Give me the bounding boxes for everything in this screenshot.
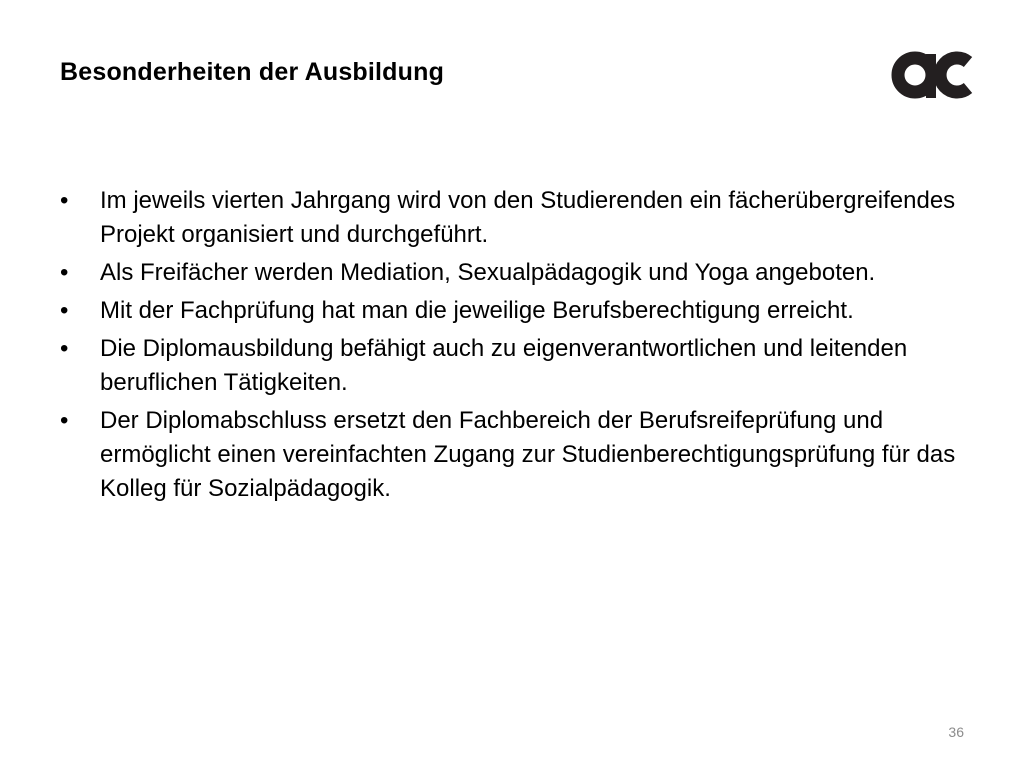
- bullet-list: [60, 184, 960, 510]
- bullet-item: [60, 332, 960, 400]
- bullet-item: [60, 404, 960, 506]
- bullet-text: Die Diplomausbildung befähigt auch zu eigenverantwortlichen und leitenden beruflichen Tätigkeiten.: [100, 335, 908, 396]
- bullet-item: [60, 294, 960, 328]
- bullet-item: [60, 256, 960, 290]
- bullet-item: [60, 184, 960, 252]
- bullet-text: Der Diplomabschluss ersetzt den Fachbereich der Berufsreifeprüfung und ermöglicht einen vereinfachten Zugang zur Studienberechtigungsprüfung für das Kolleg für Sozialpädagogik.: [100, 407, 956, 502]
- slide-title: Besonderheiten der Ausbildung: [60, 58, 445, 86]
- page-number: 36: [948, 724, 964, 740]
- bullet-text: Mit der Fachprüfung hat man die jeweilige Berufsberechtigung erreicht.: [100, 297, 854, 324]
- bullet-text: Als Freifächer werden Mediation, Sexualpädagogik und Yoga angeboten.: [100, 259, 876, 286]
- bullet-marker: •: [60, 259, 69, 286]
- bullet-marker: •: [60, 335, 69, 362]
- ac-logo: [890, 44, 974, 102]
- bullet-marker: •: [60, 407, 69, 434]
- bullet-marker: •: [60, 297, 69, 324]
- bullet-text: Im jeweils vierten Jahrgang wird von den Studierenden ein fächerübergreifendes Projekt organisiert und durchgeführt.: [100, 187, 956, 248]
- bullet-marker: •: [60, 187, 69, 214]
